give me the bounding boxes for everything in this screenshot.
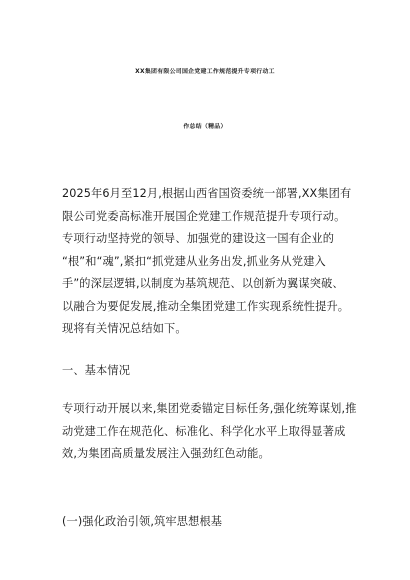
document-title-line-2: 作总结（精品） bbox=[183, 124, 227, 130]
intro-line: 专项行动坚持党的领导、加强党的建设这一国有企业的 bbox=[62, 232, 335, 245]
intro-line: 以融合为要促发展,推动全集团党建工作实现系统性提升。 bbox=[62, 299, 350, 313]
section-line: 专项行动开展以来,集团党委锚定目标任务,强化统筹谋划,推 bbox=[62, 402, 357, 415]
intro-line: 手”的深层逻辑,以制度为基筑规范、以创新为翼谋突破、 bbox=[62, 277, 344, 290]
intro-line: 限公司党委高标准开展国企党建工作规范提升专项行动。 bbox=[62, 209, 346, 223]
intro-line: “根”和“魂”,紧扣“抓党建从业务出发,抓业务从党建入 bbox=[62, 254, 326, 268]
subsection-heading: (一)强化政治引领,筑牢思想根基 bbox=[62, 515, 223, 528]
section-line: 动党建工作在规范化、标准化、科学化水平上取得显著成 bbox=[62, 424, 346, 438]
intro-line: 现将有关情况总结如下。 bbox=[62, 322, 187, 335]
section-paragraph bbox=[62, 398, 362, 466]
intro-line: 2025年6月至12月,根据山西省国资委统一部署,XX集团有 bbox=[62, 187, 352, 200]
section-heading-basic-situation bbox=[62, 360, 362, 383]
intro-paragraph bbox=[62, 183, 362, 341]
section-heading: 一、基本情况 bbox=[62, 364, 131, 377]
subsection-heading-political-leadership bbox=[62, 511, 362, 534]
document-title-line-1: XX集团有限公司国企党建工作规范提升专项行动工 bbox=[135, 69, 275, 75]
section-line: 效,为集团高质量发展注入强劲红色动能。 bbox=[62, 447, 270, 460]
